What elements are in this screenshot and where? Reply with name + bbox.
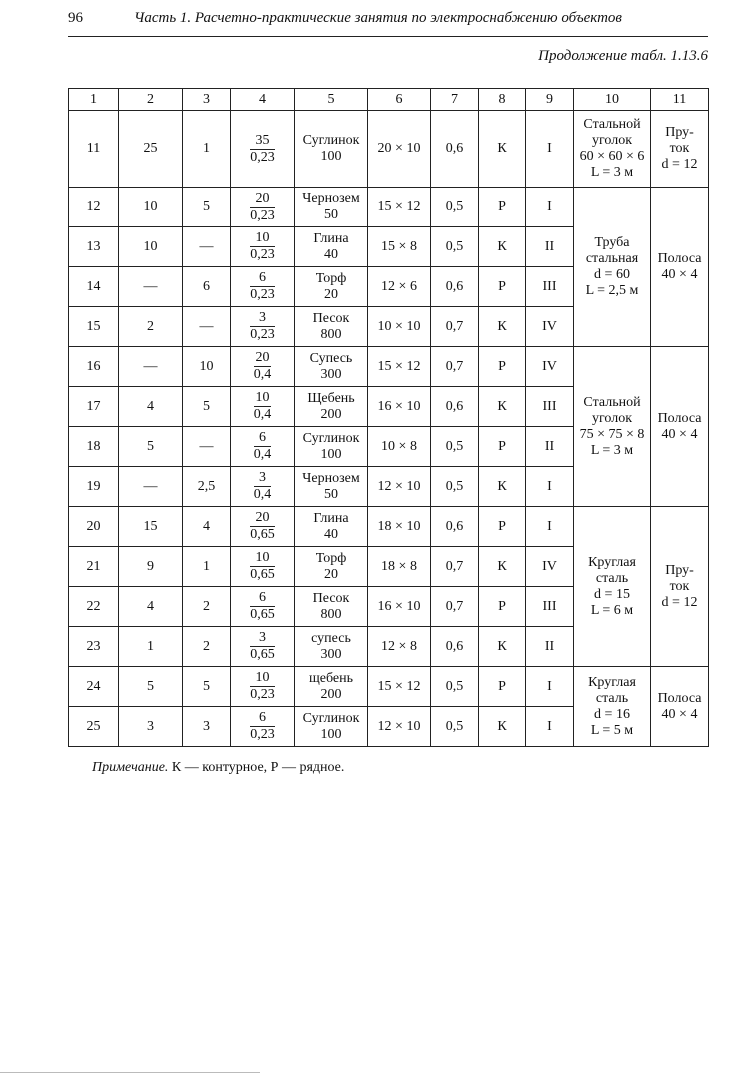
cell-col3: 5 xyxy=(183,188,231,227)
cell-col3: 5 xyxy=(183,387,231,427)
cell-conductor xyxy=(651,347,709,507)
cell-fraction xyxy=(231,307,295,347)
soil-name: Глина xyxy=(313,230,349,246)
header-rule xyxy=(68,36,708,37)
cell-class: III xyxy=(526,387,574,427)
column-header: 1 xyxy=(69,89,119,111)
cell-type: Р xyxy=(479,587,526,627)
cell-number: 21 xyxy=(69,547,119,587)
cell-number: 24 xyxy=(69,667,119,707)
fraction xyxy=(250,630,275,663)
cell-fraction xyxy=(231,587,295,627)
soil-name: Супесь xyxy=(309,350,353,366)
column-header: 7 xyxy=(431,89,479,111)
fraction-numerator: 35 xyxy=(255,132,270,148)
cell-number: 11 xyxy=(69,111,119,188)
running-title: Часть 1. Расчетно-практические занятия по электроснабжению объектов xyxy=(134,10,622,26)
cell-col2: 1 xyxy=(119,627,183,667)
cell-col2: 4 xyxy=(119,587,183,627)
fraction xyxy=(254,390,272,423)
cell-fraction xyxy=(231,667,295,707)
cell-size: 10 × 10 xyxy=(368,307,431,347)
column-header: 4 xyxy=(231,89,295,111)
cell-size: 10 × 8 xyxy=(368,427,431,467)
cell-col2: 4 xyxy=(119,387,183,427)
table-note xyxy=(92,760,344,776)
soil-name: Суглинок xyxy=(302,133,360,148)
cell-col3: 2 xyxy=(183,627,231,667)
cell-depth: 0,6 xyxy=(431,267,479,307)
soil-name: Песок xyxy=(312,310,350,326)
cell-depth: 0,6 xyxy=(431,507,479,547)
column-header: 2 xyxy=(119,89,183,111)
cell-fraction xyxy=(231,707,295,747)
cell-depth: 0,7 xyxy=(431,587,479,627)
cell-col2: 10 xyxy=(119,188,183,227)
cell-fraction xyxy=(231,188,295,227)
cell-conductor-line: Пру- xyxy=(665,125,694,140)
cell-soil xyxy=(295,227,368,267)
cell-size: 15 × 12 xyxy=(368,188,431,227)
cell-electrode-line: L = 5 м xyxy=(590,722,634,738)
fraction-numerator: 3 xyxy=(259,630,266,645)
soil-name: Глина xyxy=(313,510,349,526)
cell-electrode-line: уголок xyxy=(592,410,632,426)
cell-electrode-line: Круглая xyxy=(588,674,636,690)
cell-type: Р xyxy=(479,667,526,707)
cell-depth: 0,5 xyxy=(431,427,479,467)
cell-conductor-line: Полоса xyxy=(657,410,702,426)
cell-size: 18 × 8 xyxy=(368,547,431,587)
cell-number: 25 xyxy=(69,707,119,747)
fraction xyxy=(250,230,275,263)
cell-fraction xyxy=(231,627,295,667)
fraction xyxy=(250,590,275,623)
soil-value: 50 xyxy=(324,207,338,222)
cell-col2: 2 xyxy=(119,307,183,347)
fraction-numerator: 3 xyxy=(259,470,266,485)
cell-col2: 9 xyxy=(119,547,183,587)
cell-soil xyxy=(295,267,368,307)
cell-class: I xyxy=(526,111,574,188)
cell-col3: 10 xyxy=(183,347,231,387)
cell-type: К xyxy=(479,111,526,188)
cell-col3: 1 xyxy=(183,547,231,587)
cell-electrode xyxy=(574,111,651,188)
cell-size: 20 × 10 xyxy=(368,111,431,188)
cell-fraction xyxy=(231,547,295,587)
cell-soil xyxy=(295,188,368,227)
soil-name: Щебень xyxy=(307,390,355,406)
cell-electrode-line: d = 15 xyxy=(594,586,630,602)
soil-value: 300 xyxy=(320,646,342,662)
cell-depth: 0,5 xyxy=(431,667,479,707)
cell-type: Р xyxy=(479,347,526,387)
soil-value: 200 xyxy=(320,686,342,702)
fraction-denominator: 0,23 xyxy=(250,287,275,302)
fraction-numerator: 6 xyxy=(259,590,266,605)
fraction-numerator: 6 xyxy=(259,710,266,725)
cell-depth: 0,5 xyxy=(431,188,479,227)
cell-conductor-line: Пру- xyxy=(665,562,694,578)
soil-name: Суглинок xyxy=(302,430,360,446)
fraction-denominator: 0,23 xyxy=(250,149,275,165)
cell-electrode-line: уголок xyxy=(592,133,632,148)
fraction-numerator: 10 xyxy=(255,390,270,405)
cell-class: I xyxy=(526,467,574,507)
soil-value: 800 xyxy=(320,326,342,342)
cell-size: 12 × 10 xyxy=(368,707,431,747)
fraction-denominator: 0,23 xyxy=(250,207,275,223)
fraction xyxy=(254,470,272,503)
cell-col2: — xyxy=(119,267,183,307)
cell-number: 23 xyxy=(69,627,119,667)
cell-type: Р xyxy=(479,188,526,227)
fraction-denominator: 0,23 xyxy=(250,327,275,342)
soil-value: 100 xyxy=(320,149,342,164)
fraction-denominator: 0,4 xyxy=(253,407,272,422)
cell-size: 18 × 10 xyxy=(368,507,431,547)
cell-depth: 0,6 xyxy=(431,111,479,188)
cell-size: 16 × 10 xyxy=(368,387,431,427)
cell-number: 18 xyxy=(69,427,119,467)
fraction-denominator: 0,65 xyxy=(250,527,275,542)
column-header: 3 xyxy=(183,89,231,111)
table-row xyxy=(69,347,709,387)
cell-depth: 0,7 xyxy=(431,547,479,587)
cell-depth: 0,5 xyxy=(431,467,479,507)
cell-fraction xyxy=(231,507,295,547)
cell-fraction xyxy=(231,111,295,188)
cell-conductor-line: d = 12 xyxy=(661,594,698,610)
cell-type: К xyxy=(479,387,526,427)
fraction-numerator: 10 xyxy=(255,670,270,685)
cell-class: II xyxy=(526,627,574,667)
cell-type: К xyxy=(479,707,526,747)
cell-class: IV xyxy=(526,347,574,387)
soil-name: щебень xyxy=(308,670,354,686)
cell-col3: — xyxy=(183,307,231,347)
cell-size: 16 × 10 xyxy=(368,587,431,627)
cell-number: 13 xyxy=(69,227,119,267)
cell-soil xyxy=(295,111,368,188)
fraction xyxy=(250,191,275,224)
cell-depth: 0,7 xyxy=(431,347,479,387)
cell-col2: 10 xyxy=(119,227,183,267)
data-table xyxy=(68,88,709,747)
cell-fraction xyxy=(231,347,295,387)
soil-name: Торф xyxy=(315,550,347,566)
soil-value: 20 xyxy=(324,566,338,582)
cell-size: 12 × 8 xyxy=(368,627,431,667)
cell-number: 20 xyxy=(69,507,119,547)
cell-number: 19 xyxy=(69,467,119,507)
cell-size: 15 × 12 xyxy=(368,347,431,387)
cell-conductor-line: ток xyxy=(669,141,690,156)
column-header: 9 xyxy=(526,89,574,111)
cell-fraction xyxy=(231,427,295,467)
cell-depth: 0,5 xyxy=(431,227,479,267)
fraction-numerator: 20 xyxy=(255,350,270,365)
fraction-numerator: 20 xyxy=(255,510,270,525)
column-header: 6 xyxy=(368,89,431,111)
cell-number: 17 xyxy=(69,387,119,427)
fraction xyxy=(250,270,275,303)
table-row xyxy=(69,111,709,188)
cell-electrode-line: стальная xyxy=(585,251,639,266)
cell-type: К xyxy=(479,467,526,507)
cell-class: III xyxy=(526,267,574,307)
cell-electrode-line: d = 16 xyxy=(594,706,630,722)
soil-value: 800 xyxy=(320,606,342,622)
fraction-denominator: 0,23 xyxy=(250,727,275,742)
cell-conductor-line: 40 × 4 xyxy=(661,706,698,722)
cell-soil xyxy=(295,387,368,427)
cell-conductor xyxy=(651,507,709,667)
cell-conductor xyxy=(651,111,709,188)
soil-value: 200 xyxy=(320,406,342,422)
cell-electrode-line: Стальной xyxy=(583,117,641,132)
fraction xyxy=(250,670,275,703)
fraction-denominator: 0,23 xyxy=(250,687,275,702)
fraction-denominator: 0,65 xyxy=(250,647,275,662)
cell-type: К xyxy=(479,627,526,667)
soil-name: Чернозем xyxy=(302,470,360,486)
page-number: 96 xyxy=(68,10,83,26)
cell-electrode-line: L = 3 м xyxy=(590,442,634,458)
header-row xyxy=(69,89,709,111)
cell-soil xyxy=(295,467,368,507)
cell-conductor-line: d = 12 xyxy=(661,157,698,172)
cell-electrode xyxy=(574,188,651,347)
cell-col3: — xyxy=(183,427,231,467)
cell-depth: 0,7 xyxy=(431,307,479,347)
cell-soil xyxy=(295,347,368,387)
fraction-denominator: 0,23 xyxy=(250,247,275,262)
column-header: 8 xyxy=(479,89,526,111)
fraction xyxy=(250,710,275,743)
fraction-denominator: 0,65 xyxy=(250,607,275,622)
cell-class: I xyxy=(526,707,574,747)
note-label: Примечание. xyxy=(92,760,169,775)
cell-number: 22 xyxy=(69,587,119,627)
cell-electrode-line: L = 2,5 м xyxy=(585,283,639,298)
cell-class: II xyxy=(526,227,574,267)
cell-col3: 1 xyxy=(183,111,231,188)
fraction xyxy=(250,550,275,583)
running-header xyxy=(68,10,708,32)
cell-type: Р xyxy=(479,507,526,547)
cell-class: II xyxy=(526,427,574,467)
table-continuation-caption: Продолжение табл. 1.13.6 xyxy=(538,48,708,64)
cell-class: I xyxy=(526,507,574,547)
soil-name: супесь xyxy=(311,630,351,646)
table-header xyxy=(69,89,709,111)
cell-col3: 4 xyxy=(183,507,231,547)
cell-fraction xyxy=(231,267,295,307)
cell-depth: 0,5 xyxy=(431,707,479,747)
cell-size: 15 × 8 xyxy=(368,227,431,267)
cell-number: 16 xyxy=(69,347,119,387)
cell-soil xyxy=(295,667,368,707)
cell-number: 14 xyxy=(69,267,119,307)
fraction-numerator: 20 xyxy=(255,190,270,206)
cell-conductor xyxy=(651,667,709,747)
cell-soil xyxy=(295,587,368,627)
cell-electrode-line: сталь xyxy=(595,570,629,586)
cell-number: 12 xyxy=(69,188,119,227)
cell-electrode-line: сталь xyxy=(595,690,629,706)
cell-col2: — xyxy=(119,347,183,387)
fraction-numerator: 6 xyxy=(259,430,266,445)
fraction-numerator: 6 xyxy=(259,270,266,285)
cell-col3: 6 xyxy=(183,267,231,307)
cell-conductor xyxy=(651,188,709,347)
cell-type: К xyxy=(479,227,526,267)
cell-col2: 5 xyxy=(119,427,183,467)
cell-col3: 2 xyxy=(183,587,231,627)
cell-col2: — xyxy=(119,467,183,507)
cell-col2: 5 xyxy=(119,667,183,707)
cell-class: III xyxy=(526,587,574,627)
cell-electrode xyxy=(574,667,651,747)
cell-class: I xyxy=(526,667,574,707)
note-text: К — контурное, Р — рядное. xyxy=(168,760,345,775)
fraction-denominator: 0,65 xyxy=(250,567,275,582)
soil-name: Песок xyxy=(312,590,350,606)
soil-value: 40 xyxy=(324,246,338,262)
cell-col3: 5 xyxy=(183,667,231,707)
soil-name: Суглинок xyxy=(302,710,360,726)
cell-number: 15 xyxy=(69,307,119,347)
cell-col2: 3 xyxy=(119,707,183,747)
fraction xyxy=(250,133,275,166)
cell-electrode-line: 75 × 75 × 8 xyxy=(579,426,645,442)
fraction-denominator: 0,4 xyxy=(253,367,272,382)
soil-value: 40 xyxy=(324,526,338,542)
cell-electrode xyxy=(574,507,651,667)
fraction xyxy=(254,350,272,383)
cell-soil xyxy=(295,707,368,747)
cell-soil xyxy=(295,507,368,547)
cell-type: Р xyxy=(479,267,526,307)
table-row xyxy=(69,188,709,227)
soil-name: Торф xyxy=(315,270,347,286)
soil-name: Чернозем xyxy=(302,191,360,206)
table-row xyxy=(69,507,709,547)
cell-size: 12 × 6 xyxy=(368,267,431,307)
cell-conductor-line: 40 × 4 xyxy=(661,426,698,442)
cell-type: Р xyxy=(479,427,526,467)
cell-class: I xyxy=(526,188,574,227)
page-edge-line xyxy=(0,1072,260,1073)
table-body xyxy=(69,111,709,747)
cell-electrode-line: L = 3 м xyxy=(590,165,634,180)
cell-col3: 2,5 xyxy=(183,467,231,507)
cell-conductor-line: Полоса xyxy=(657,690,702,706)
cell-conductor-line: Полоса xyxy=(657,251,702,266)
cell-electrode-line: L = 6 м xyxy=(590,602,634,618)
fraction xyxy=(254,430,272,463)
cell-soil xyxy=(295,427,368,467)
soil-value: 100 xyxy=(320,446,342,462)
fraction xyxy=(250,310,275,343)
cell-size: 15 × 12 xyxy=(368,667,431,707)
cell-electrode xyxy=(574,347,651,507)
cell-col2: 25 xyxy=(119,111,183,188)
cell-class: IV xyxy=(526,307,574,347)
fraction-numerator: 10 xyxy=(255,550,270,565)
cell-fraction xyxy=(231,467,295,507)
fraction xyxy=(250,510,275,543)
soil-value: 100 xyxy=(320,726,342,742)
cell-col2: 15 xyxy=(119,507,183,547)
cell-electrode-line: 60 × 60 × 6 xyxy=(579,149,645,164)
cell-electrode-line: Круглая xyxy=(588,554,636,570)
table-row xyxy=(69,667,709,707)
cell-depth: 0,6 xyxy=(431,627,479,667)
cell-fraction xyxy=(231,227,295,267)
cell-col3: 3 xyxy=(183,707,231,747)
column-header: 10 xyxy=(574,89,651,111)
fraction-numerator: 10 xyxy=(255,230,270,245)
cell-electrode-line: Стальной xyxy=(583,394,641,410)
column-header: 5 xyxy=(295,89,368,111)
cell-col3: — xyxy=(183,227,231,267)
cell-conductor-line: ток xyxy=(669,578,690,594)
column-header: 11 xyxy=(651,89,709,111)
cell-size: 12 × 10 xyxy=(368,467,431,507)
cell-depth: 0,6 xyxy=(431,387,479,427)
cell-soil xyxy=(295,627,368,667)
soil-value: 20 xyxy=(324,286,338,302)
cell-conductor-line: 40 × 4 xyxy=(661,267,698,282)
fraction-denominator: 0,4 xyxy=(253,447,272,462)
fraction-denominator: 0,4 xyxy=(253,487,272,502)
cell-electrode-line: d = 60 xyxy=(594,267,630,282)
cell-type: К xyxy=(479,307,526,347)
soil-value: 300 xyxy=(320,366,342,382)
cell-type: К xyxy=(479,547,526,587)
cell-soil xyxy=(295,307,368,347)
cell-electrode-line: Труба xyxy=(594,235,630,250)
fraction-numerator: 3 xyxy=(259,310,266,325)
cell-class: IV xyxy=(526,547,574,587)
cell-soil xyxy=(295,547,368,587)
soil-value: 50 xyxy=(324,486,338,502)
cell-fraction xyxy=(231,387,295,427)
